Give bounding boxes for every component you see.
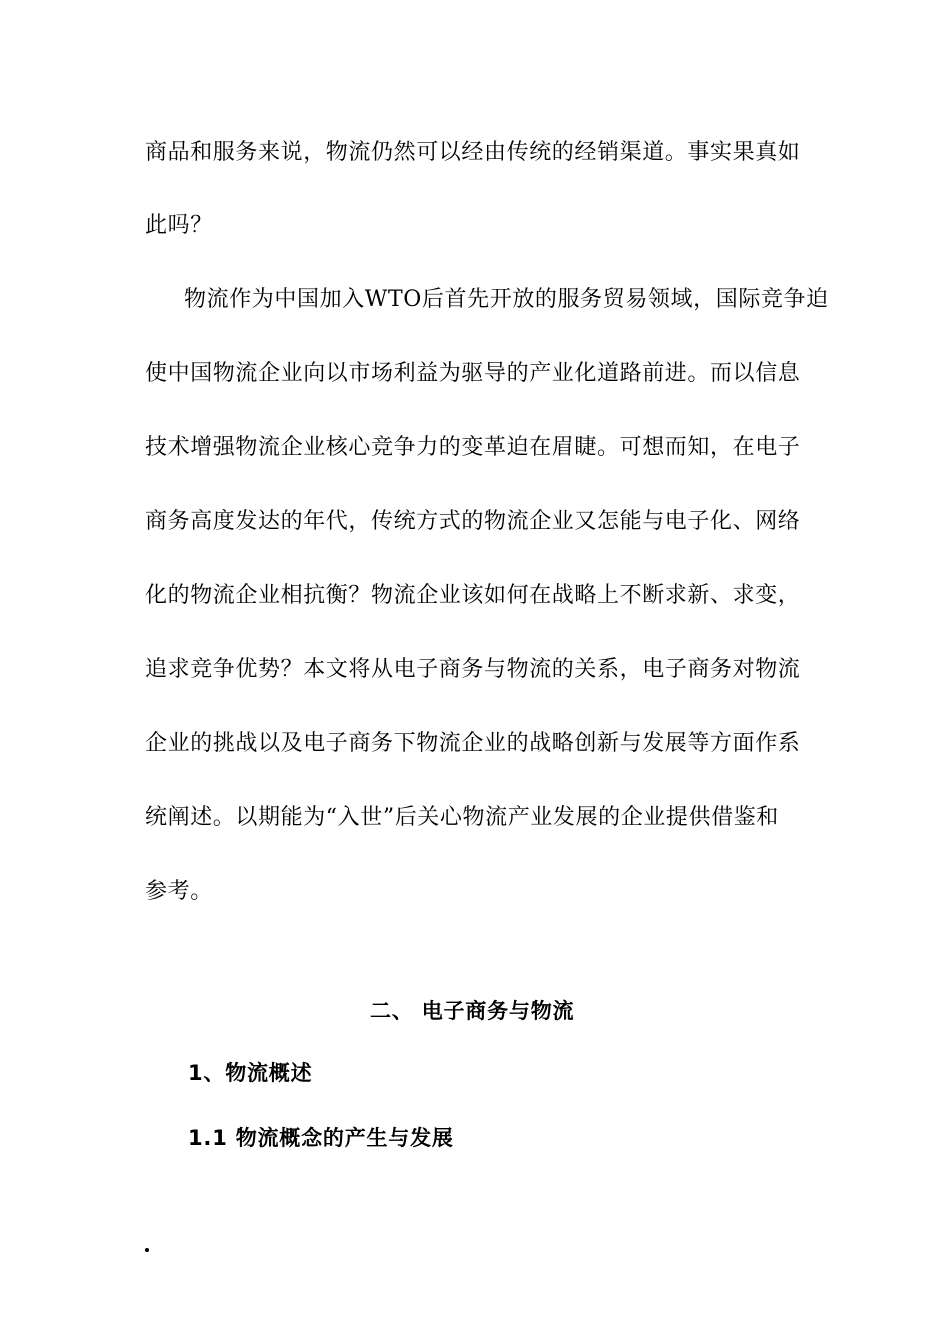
body-text-line: 物流作为中国加入WTO后首先开放的服务贸易领域，国际竞争迫 xyxy=(184,287,829,312)
subsection-heading: 1、物流概述 xyxy=(188,1061,313,1085)
body-text-line: 统阐述。以期能为“入世”后关心物流产业发展的企业提供借鉴和 xyxy=(145,805,779,830)
body-text-line: 商务高度发达的年代，传统方式的物流企业又怎能与电子化、网络 xyxy=(145,509,801,534)
body-text-line: 化的物流企业相抗衡？物流企业该如何在战略上不断求新、求变， xyxy=(145,583,801,608)
body-text-line: 使中国物流企业向以市场利益为驱导的产业化道路前进。而以信息 xyxy=(145,361,801,386)
body-text-line: 企业的挑战以及电子商务下物流企业的战略创新与发展等方面作系 xyxy=(145,731,801,756)
body-text-line: 商品和服务来说，物流仍然可以经由传统的经销渠道。事实果真如 xyxy=(145,140,801,165)
body-text-line: 追求竞争优势？本文将从电子商务与物流的关系，电子商务对物流 xyxy=(145,657,801,682)
subsubsection-heading: 1.1 物流概念的产生与发展 xyxy=(188,1126,454,1150)
body-text-line: 此吗？ xyxy=(145,213,213,238)
body-text-line: 技术增强物流企业核心竞争力的变革迫在眉睫。可想而知，在电子 xyxy=(145,435,801,460)
section-heading: 二、 电子商务与物流 xyxy=(370,999,575,1023)
body-text-line: 参考。 xyxy=(145,879,213,904)
footer-dot xyxy=(145,1248,149,1252)
